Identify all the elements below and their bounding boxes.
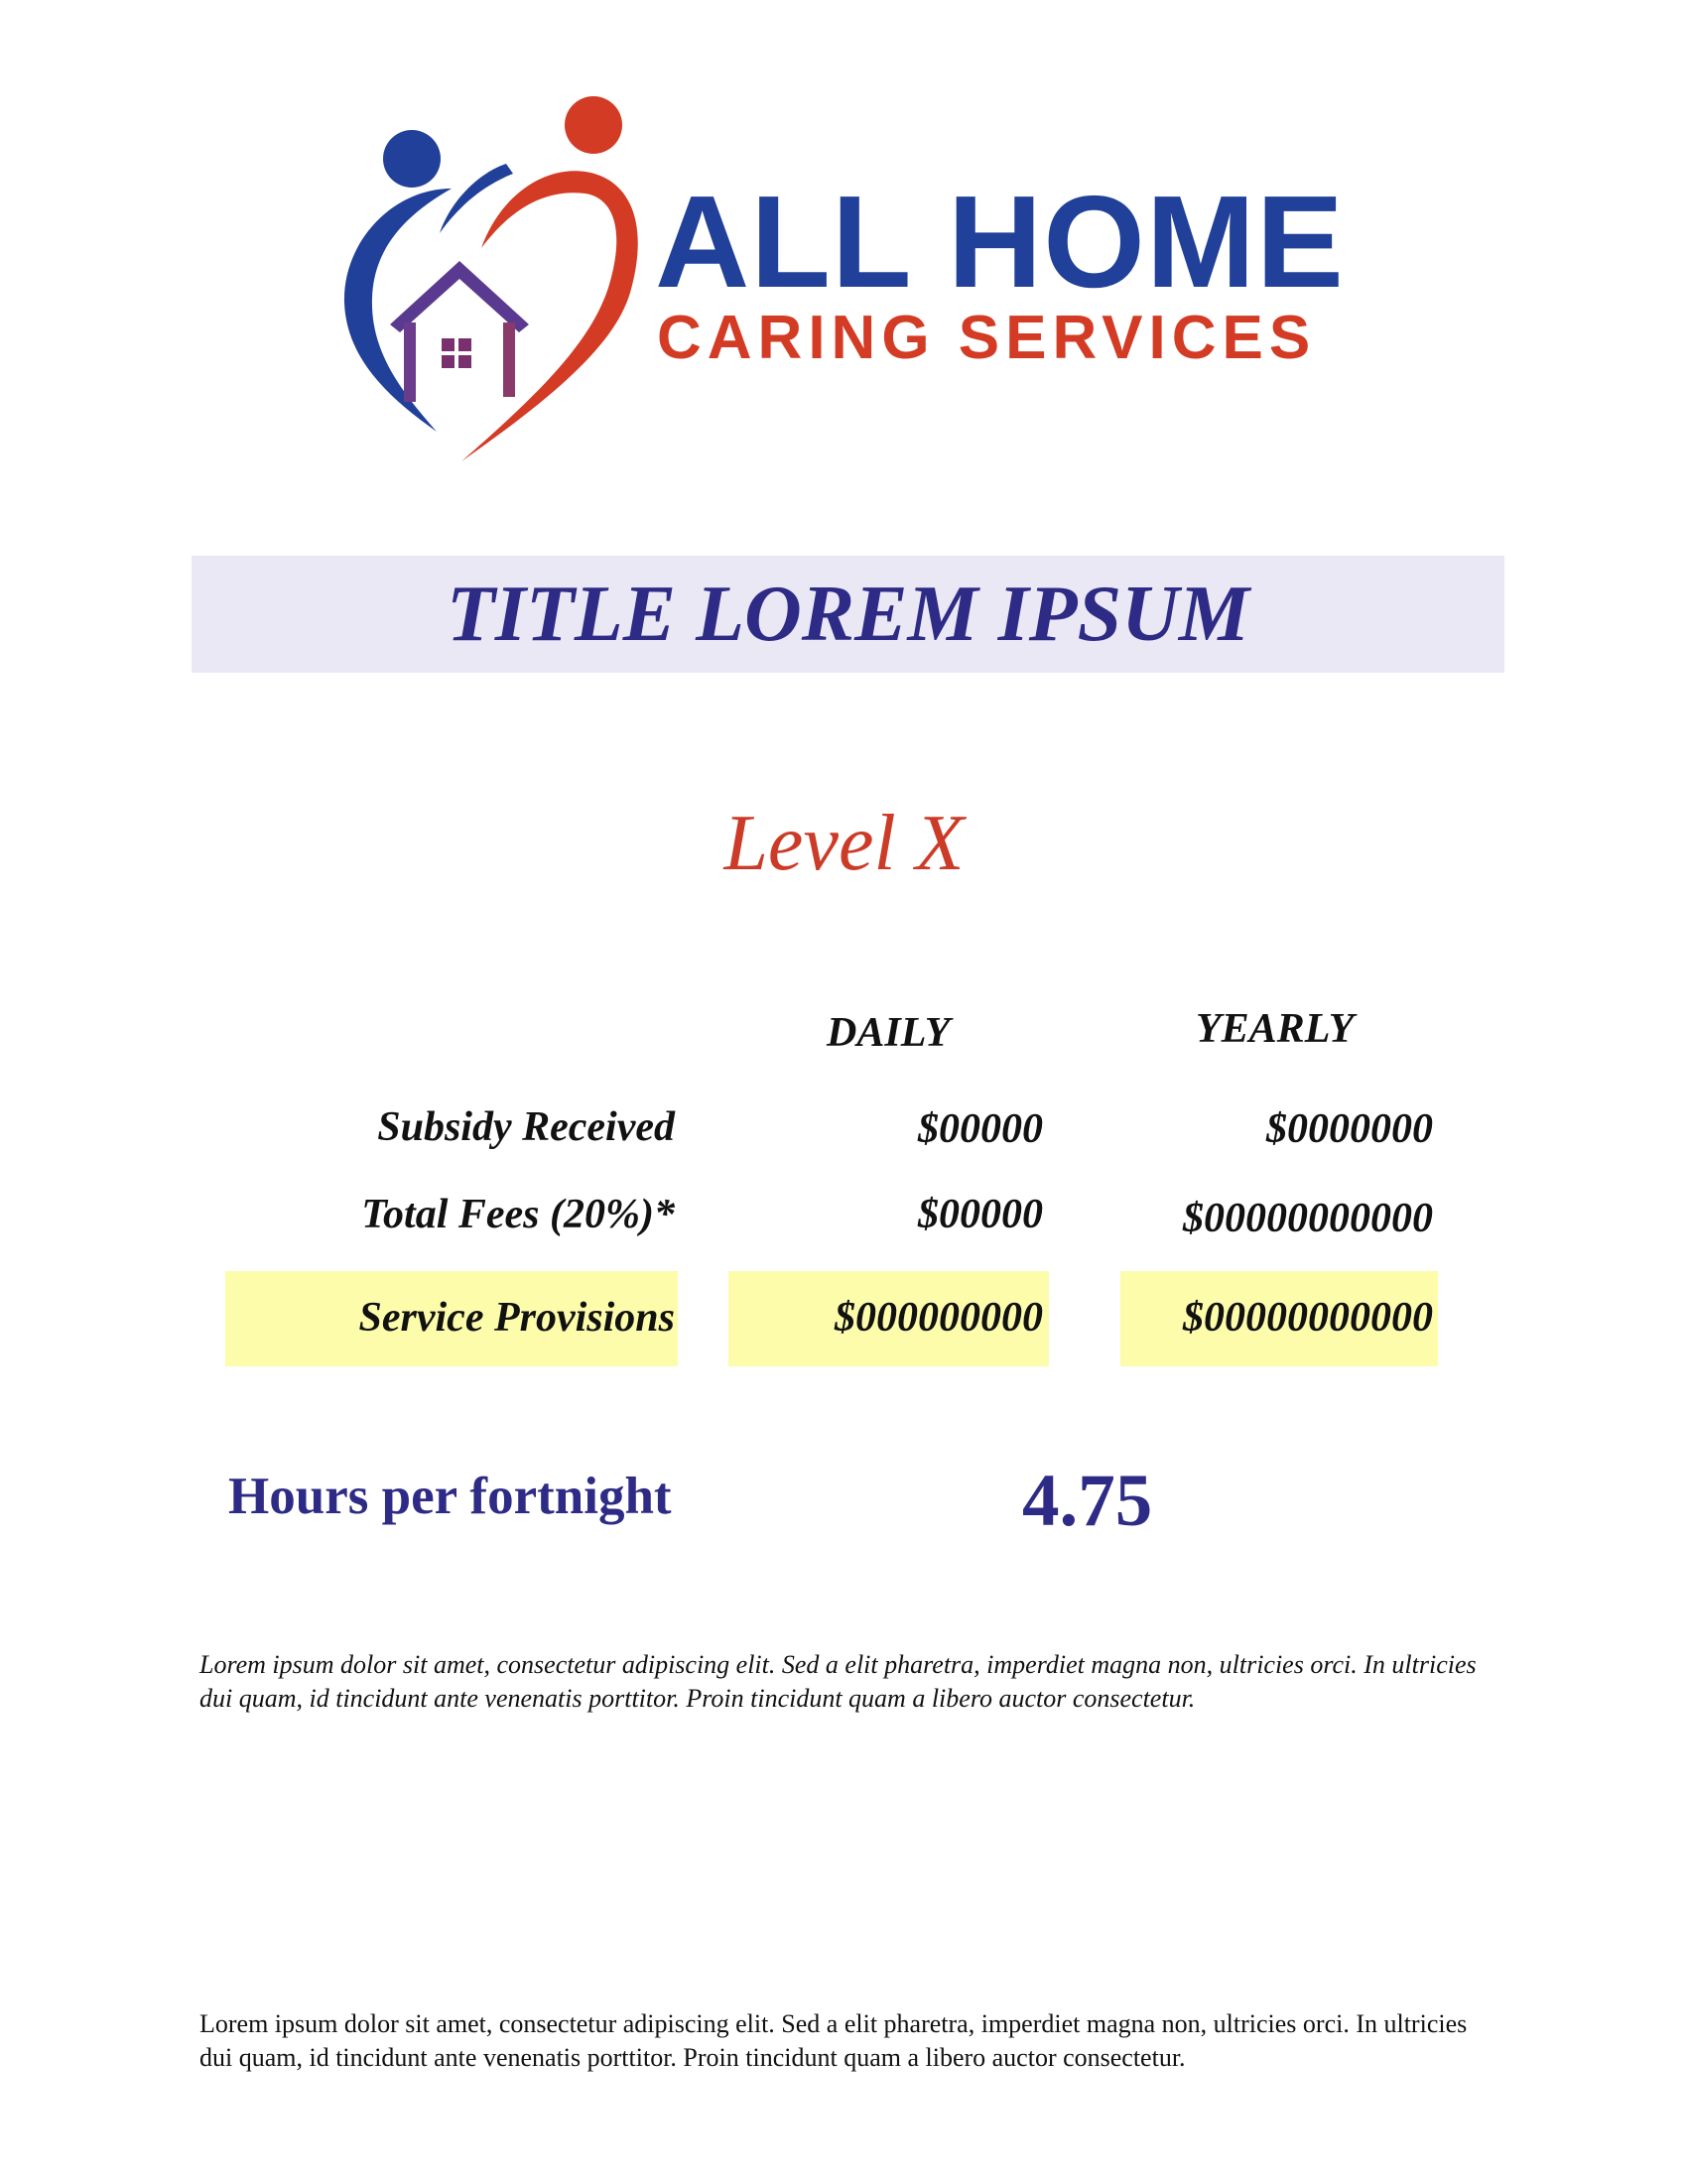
row-label-service: Service Provisions bbox=[358, 1295, 675, 1341]
logo-blue-head bbox=[383, 130, 441, 188]
logo-wordmark-line2: CARING SERVICES bbox=[657, 304, 1317, 372]
row-daily-service: $000000000 bbox=[835, 1295, 1043, 1341]
logo-red-head bbox=[565, 96, 622, 154]
row-yearly-subsidy: $0000000 bbox=[1266, 1106, 1433, 1152]
logo-red-arc bbox=[461, 171, 638, 461]
hours-value: 4.75 bbox=[1022, 1460, 1153, 1542]
column-header-yearly: YEARLY bbox=[1196, 1006, 1355, 1052]
logo-house-icon bbox=[390, 261, 529, 402]
title-band bbox=[192, 556, 1504, 673]
row-label-subsidy: Subsidy Received bbox=[377, 1104, 675, 1150]
page-title: TITLE LOREM IPSUM bbox=[447, 571, 1249, 658]
level-heading: Level X bbox=[723, 800, 965, 887]
row-yearly-service: $00000000000 bbox=[1183, 1295, 1433, 1341]
row-daily-subsidy: $00000 bbox=[918, 1106, 1043, 1152]
hours-label: Hours per fortnight bbox=[228, 1468, 672, 1525]
logo-wordmark-line1: ALL HOME bbox=[655, 169, 1345, 315]
logo-blue-arc bbox=[344, 189, 452, 432]
column-header-daily: DAILY bbox=[827, 1010, 951, 1056]
note-paragraph: Lorem ipsum dolor sit amet, consectetur adipiscing elit. Sed a elit pharetra, imperdiet magna non, ultricies orci. In ultricies dui quam, id tincidunt ante venenatis porttitor. Proin tincidunt quam a libero auctor consectetur. bbox=[199, 1650, 1477, 1713]
footer-paragraph: Lorem ipsum dolor sit amet, consectetur adipiscing elit. Sed a elit pharetra, imperdiet magna non, ultricies orci. In ultricies dui quam, id tincidunt ante venenatis porttitor. Proin tincidunt quam a libero auctor consectetur. bbox=[199, 2009, 1468, 2072]
row-yearly-fees: $00000000000 bbox=[1183, 1196, 1433, 1241]
row-daily-fees: $00000 bbox=[918, 1192, 1043, 1237]
row-label-fees: Total Fees (20%)* bbox=[361, 1192, 675, 1237]
